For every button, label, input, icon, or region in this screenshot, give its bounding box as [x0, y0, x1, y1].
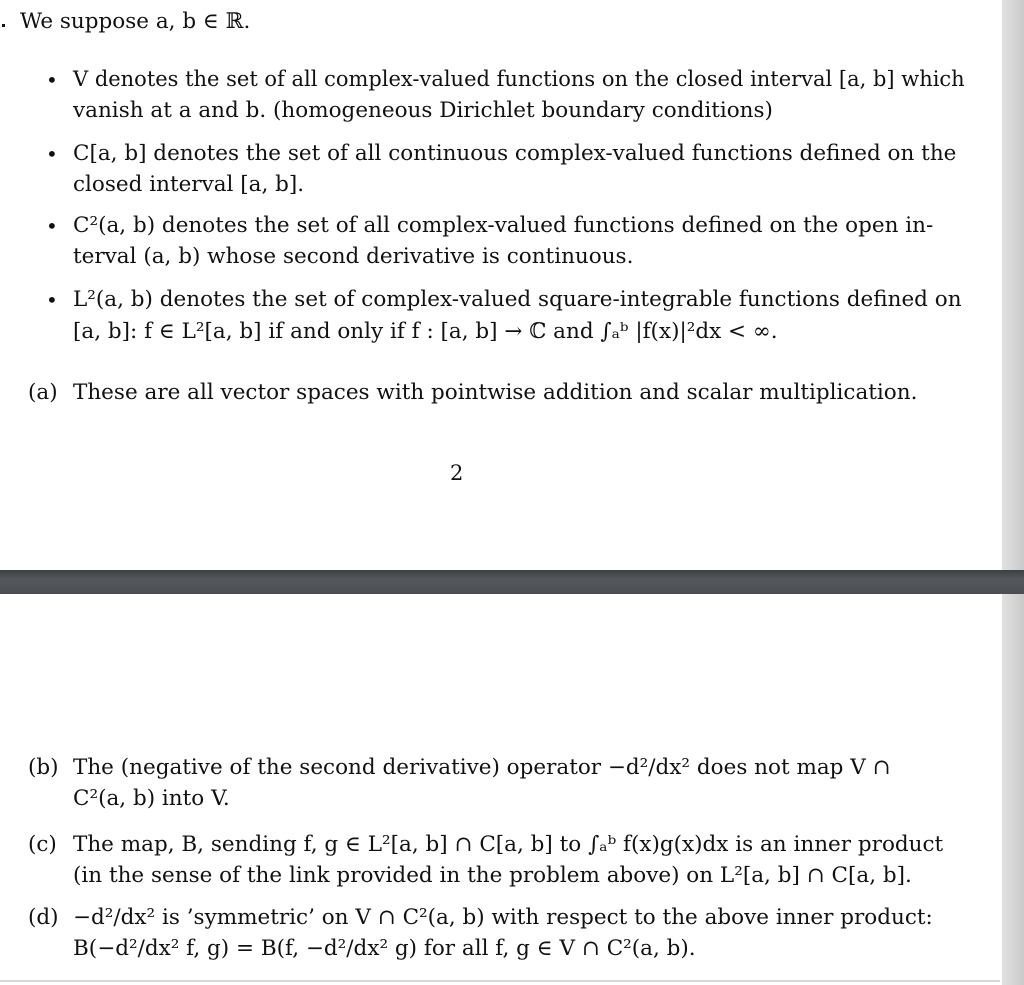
bullet-marker: •: [46, 68, 58, 92]
item-d-line-1: −d²/dx² is ’symmetric’ on V ∩ C²(a, b) with respect to the above inner product:: [73, 905, 933, 930]
page-edge: [1002, 0, 1024, 570]
bullet-marker: •: [46, 142, 58, 166]
item-c-line-1: The map, B, sending f, g ∈ L²[a, b] ∩ C[a, b] to ∫ₐᵇ f(x)g(x)dx is an inner product: [73, 832, 944, 857]
item-a-label: (a): [28, 380, 58, 405]
item-b-line-2: C²(a, b) into V.: [73, 786, 230, 811]
page-edge: [1002, 594, 1024, 985]
intro-text: We suppose a, b ∈ ℝ.: [20, 9, 251, 34]
bullet-marker: •: [46, 288, 58, 312]
bullet-2-line-1: C[a, b] denotes the set of all continuous complex-valued functions defined on the: [73, 141, 957, 166]
bullet-4-line-1: L²(a, b) denotes the set of complex-valued square-integrable functions defined on: [73, 287, 962, 312]
bullet-2-line-2: closed interval [a, b].: [73, 172, 305, 197]
item-a-line-1: These are all vector spaces with pointwise addition and scalar multiplication.: [73, 380, 918, 405]
item-d-line-2: B(−d²/dx² f, g) = B(f, −d²/dx² g) for all f, g ∈ V ∩ C²(a, b).: [73, 936, 696, 961]
page-number: 2: [450, 461, 464, 485]
bullet-3-line-1: C²(a, b) denotes the set of all complex-valued functions defined on the open in-: [73, 213, 934, 238]
bullet-1-line-2: vanish at a and b. (homogeneous Dirichlet boundary conditions): [73, 98, 773, 123]
page-divider: [0, 570, 1024, 594]
item-b-label: (b): [28, 755, 59, 780]
item-c-line-2: (in the sense of the link provided in the problem above) on L²[a, b] ∩ C[a, b].: [73, 863, 912, 888]
item-b-line-1: The (negative of the second derivative) operator −d²/dx² does not map V ∩: [73, 755, 891, 780]
bullet-3-line-2: terval (a, b) whose second derivative is continuous.: [73, 244, 634, 269]
page-bottom: [0, 594, 1024, 985]
bullet-1-line-1: V denotes the set of all complex-valued functions on the closed interval [a, b] which: [73, 67, 965, 92]
item-c-label: (c): [28, 832, 57, 857]
item-d-label: (d): [28, 905, 59, 930]
bottom-rule: [0, 980, 1000, 982]
bullet-4-line-2: [a, b]: f ∈ L²[a, b] if and only if f : [a, b] → ℂ and ∫ₐᵇ |f(x)|²dx < ∞.: [73, 319, 778, 344]
margin-mark: [2, 24, 5, 27]
bullet-marker: •: [46, 214, 58, 238]
